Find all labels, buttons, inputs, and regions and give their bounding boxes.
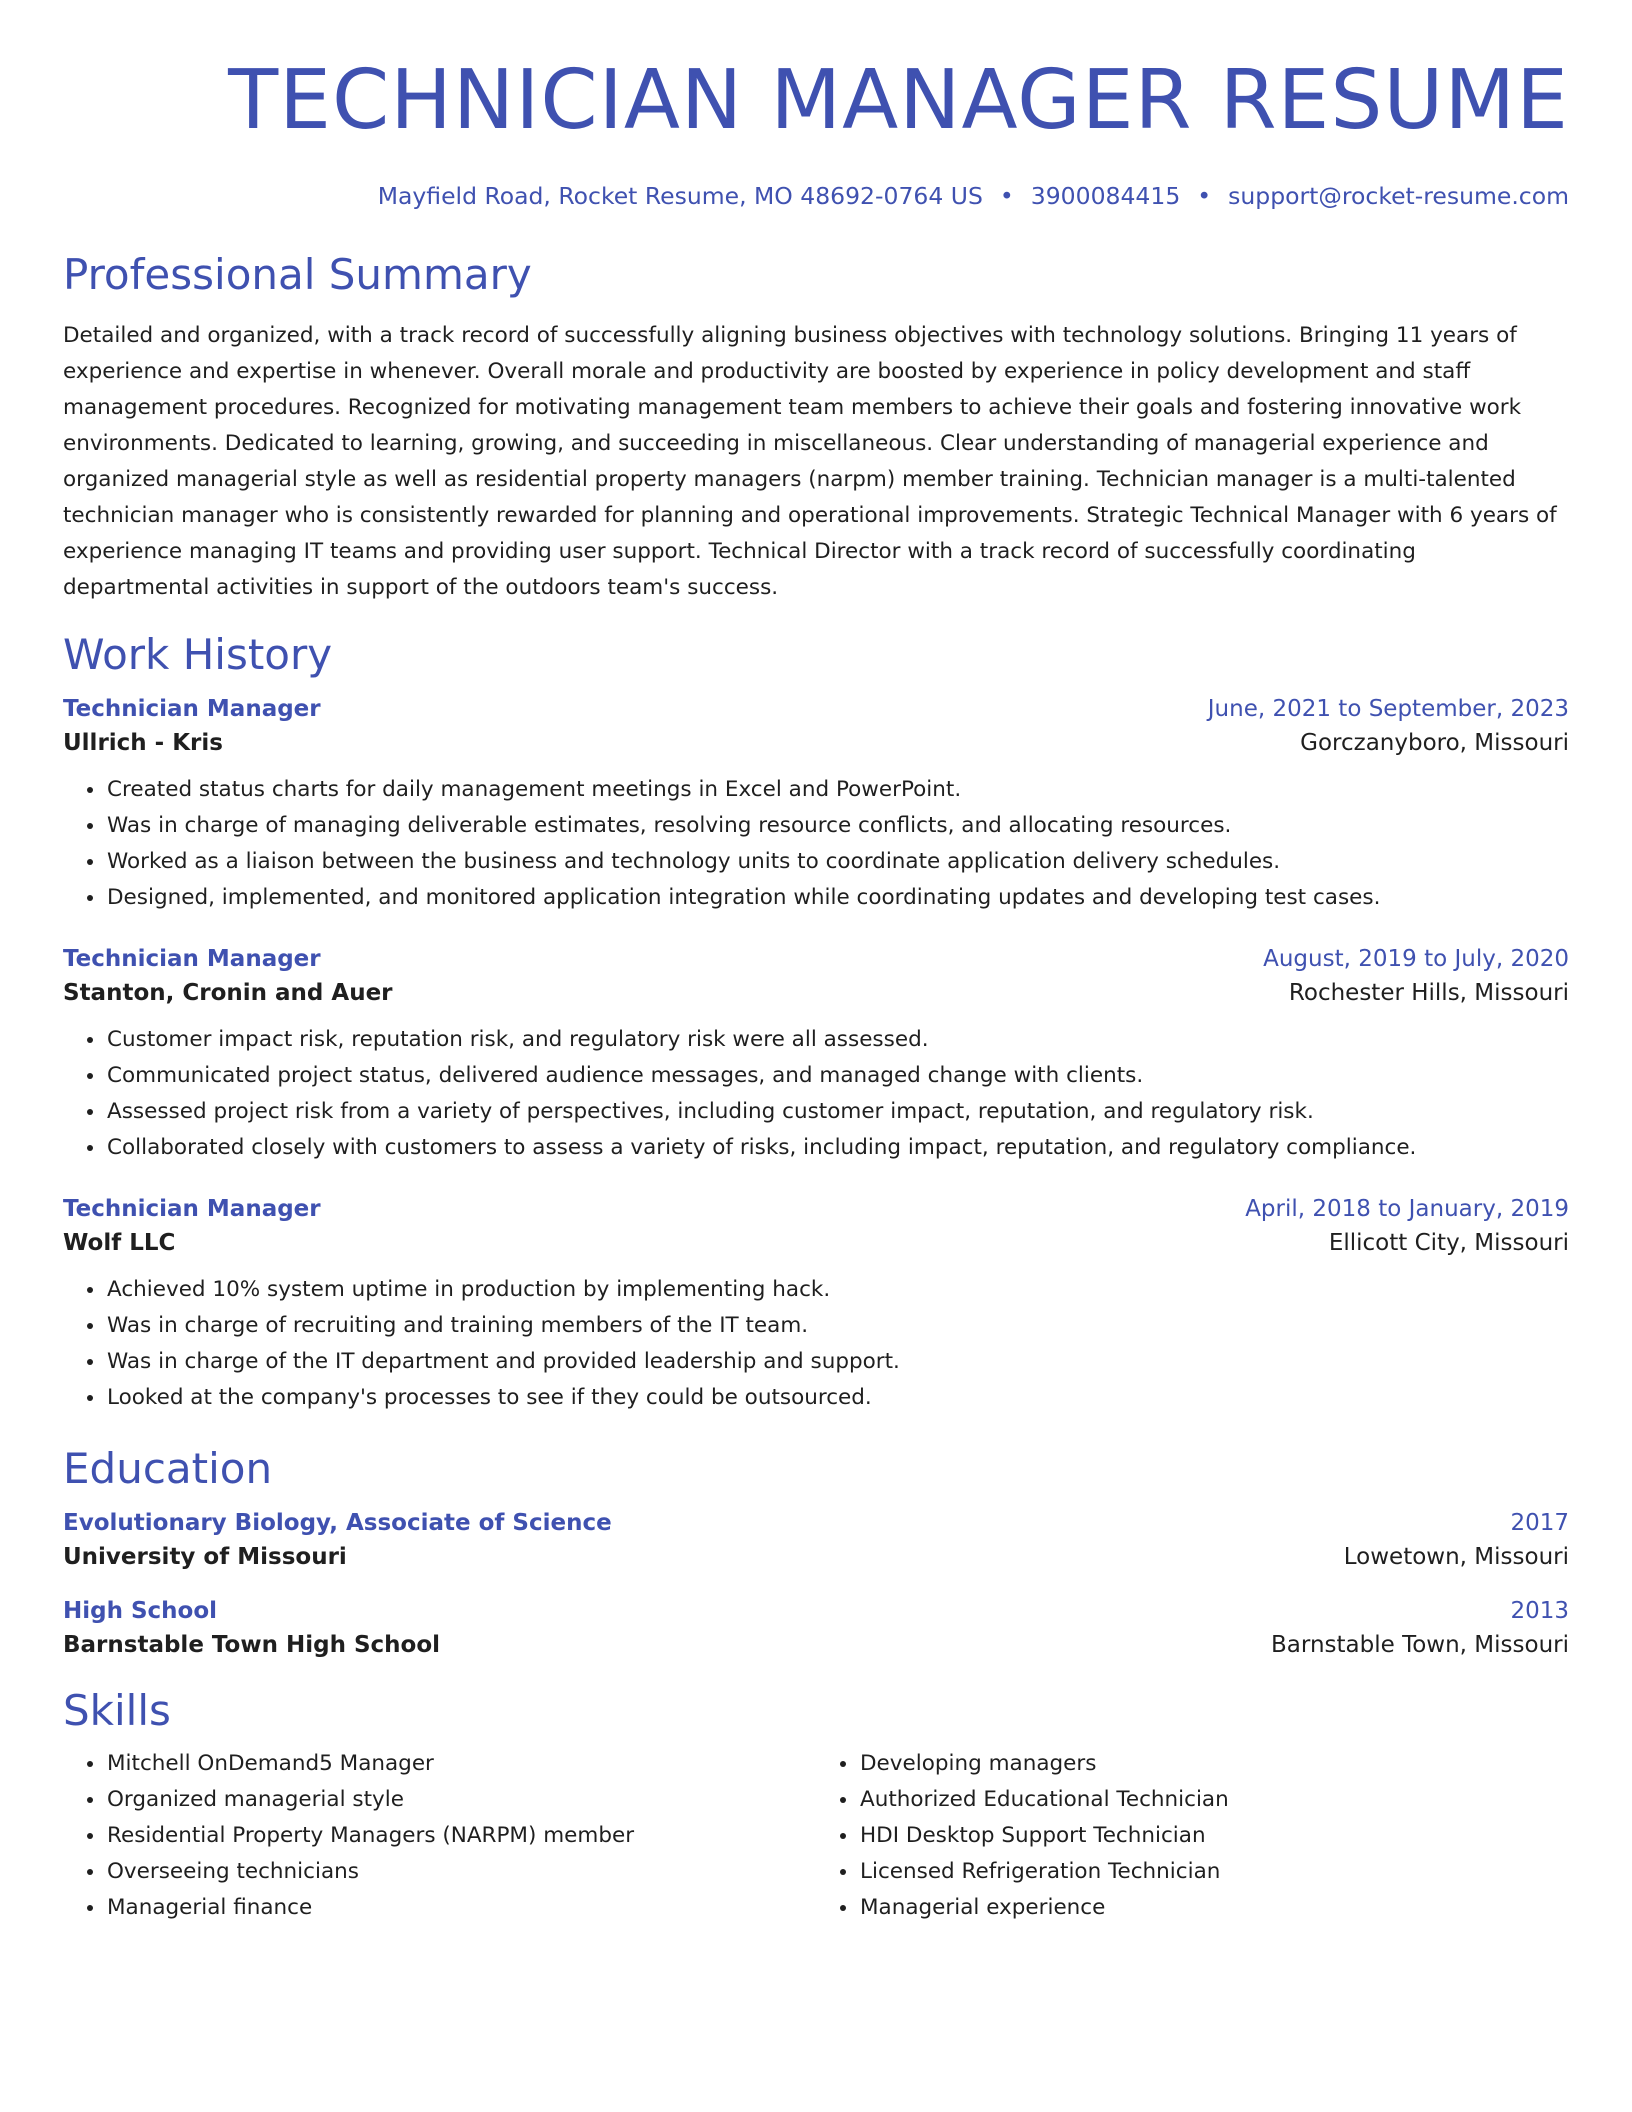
- skills-columns: [63, 1746, 1569, 1926]
- skill-item: • Authorized Educational Technician: [859, 1782, 1569, 1818]
- phone: 3900084415: [1030, 182, 1181, 210]
- graduation-year: 2013: [1510, 1598, 1569, 1624]
- job-location: Rochester Hills, Missouri: [1288, 980, 1569, 1006]
- resume-title: TECHNICIAN MANAGER RESUME: [228, 53, 1569, 148]
- contact-separator: •: [999, 182, 1014, 210]
- company-name: Ullrich - Kris: [63, 730, 223, 756]
- skill-item: • Organized managerial style: [106, 1782, 816, 1818]
- school-location: Lowetown, Missouri: [1343, 1544, 1569, 1570]
- skill-item: • Developing managers: [859, 1746, 1569, 1782]
- skills-list-right: [816, 1746, 1569, 1926]
- list-item: • Was in charge of recruiting and training members of the IT team.: [106, 1308, 1569, 1344]
- skill-item: • Licensed Refrigeration Technician: [859, 1854, 1569, 1890]
- education-subheader: [63, 1544, 1569, 1570]
- education-entry: [63, 1510, 1569, 1570]
- contact-separator: •: [1197, 182, 1212, 210]
- job-dates: April, 2018 to January, 2019: [1245, 1196, 1569, 1222]
- contact-line: [63, 182, 1569, 210]
- list-item: • Was in charge of managing deliverable estimates, resolving resource conflicts, and allocating resources.: [106, 808, 1569, 844]
- work-history-heading: Work History: [63, 630, 333, 679]
- list-item: • Created status charts for daily management meetings in Excel and PowerPoint.: [106, 772, 1569, 808]
- skill-item: • HDI Desktop Support Technician: [859, 1818, 1569, 1854]
- job-bullets: [63, 1022, 1569, 1166]
- list-item: • Assessed project risk from a variety of perspectives, including customer impact, reputation, and regulatory risk.: [106, 1094, 1569, 1130]
- job-bullets: [63, 772, 1569, 916]
- job-location: Ellicott City, Missouri: [1328, 1230, 1569, 1256]
- skills-heading: Skills: [63, 1686, 171, 1735]
- skills-list-left: [63, 1746, 816, 1926]
- job-dates: June, 2021 to September, 2023: [1207, 696, 1569, 722]
- summary-heading: Professional Summary: [63, 250, 532, 299]
- job-subheader: [63, 1230, 1569, 1256]
- address: Mayfield Road, Rocket Resume, MO 48692-0764 US: [377, 182, 983, 210]
- school-name: University of Missouri: [63, 1544, 347, 1570]
- job-dates: August, 2019 to July, 2020: [1263, 946, 1569, 972]
- company-name: Wolf LLC: [63, 1230, 176, 1256]
- email-link[interactable]: support@rocket-resume.com: [1228, 182, 1569, 210]
- skill-item: • Residential Property Managers (NARPM) member: [106, 1818, 816, 1854]
- list-item: • Looked at the company's processes to see if they could be outsourced.: [106, 1380, 1569, 1416]
- job-entry: [63, 946, 1569, 1166]
- summary-text: Detailed and organized, with a track record of successfully aligning business objectives with technology solutions. Bringing 11 years of experience and expertise in whenever. Overall morale and productivity are boosted by experience in policy development and staff management procedures. Recognized for motivating management team members to achieve their goals and fostering innovative work environments. Dedicated to learning, growing, and succeeding in miscellaneous. Clear understanding of managerial experience and organized managerial style as well as residential property managers (narpm) member training. Technician manager is a multi-talented technician manager who is consistently rewarded for planning and operational improvements. Strategic Technical Manager with 6 years of experience managing IT teams and providing user support. Technical Director with a track record of successfully coordinating departmental activities in support of the outdoors team's success.: [63, 323, 1557, 600]
- list-item: • Communicated project status, delivered audience messages, and managed change with clients.: [106, 1058, 1569, 1094]
- job-subheader: [63, 980, 1569, 1006]
- job-entry: [63, 1196, 1569, 1416]
- job-header: [63, 946, 1569, 972]
- job-title: Technician Manager: [63, 946, 321, 972]
- job-location: Gorczanyboro, Missouri: [1300, 730, 1569, 756]
- job-bullets: [63, 1272, 1569, 1416]
- list-item: • Designed, implemented, and monitored application integration while coordinating updates and developing test cases.: [106, 880, 1569, 916]
- skill-item: • Mitchell OnDemand5 Manager: [106, 1746, 816, 1782]
- job-title: Technician Manager: [63, 1196, 321, 1222]
- job-title: Technician Manager: [63, 696, 321, 722]
- school-location: Barnstable Town, Missouri: [1271, 1632, 1569, 1658]
- job-subheader: [63, 730, 1569, 756]
- education-heading: Education: [63, 1444, 273, 1493]
- list-item: • Customer impact risk, reputation risk, and regulatory risk were all assessed.: [106, 1022, 1569, 1058]
- education-entry: [63, 1598, 1569, 1658]
- skill-item: • Overseeing technicians: [106, 1854, 816, 1890]
- skill-item: • Managerial experience: [859, 1890, 1569, 1926]
- graduation-year: 2017: [1510, 1510, 1569, 1536]
- education-subheader: [63, 1632, 1569, 1658]
- degree: High School: [63, 1598, 218, 1624]
- school-name: Barnstable Town High School: [63, 1632, 441, 1658]
- education-header: [63, 1510, 1569, 1536]
- education-header: [63, 1598, 1569, 1624]
- list-item: • Collaborated closely with customers to assess a variety of risks, including impact, reputation, and regulatory compliance.: [106, 1130, 1569, 1166]
- list-item: • Achieved 10% system uptime in production by implementing hack.: [106, 1272, 1569, 1308]
- list-item: • Was in charge of the IT department and provided leadership and support.: [106, 1344, 1569, 1380]
- job-header: [63, 696, 1569, 722]
- skill-item: • Managerial finance: [106, 1890, 816, 1926]
- job-entry: [63, 696, 1569, 916]
- job-header: [63, 1196, 1569, 1222]
- company-name: Stanton, Cronin and Auer: [63, 980, 393, 1006]
- list-item: • Worked as a liaison between the business and technology units to coordinate application delivery schedules.: [106, 844, 1569, 880]
- degree: Evolutionary Biology, Associate of Science: [63, 1510, 612, 1536]
